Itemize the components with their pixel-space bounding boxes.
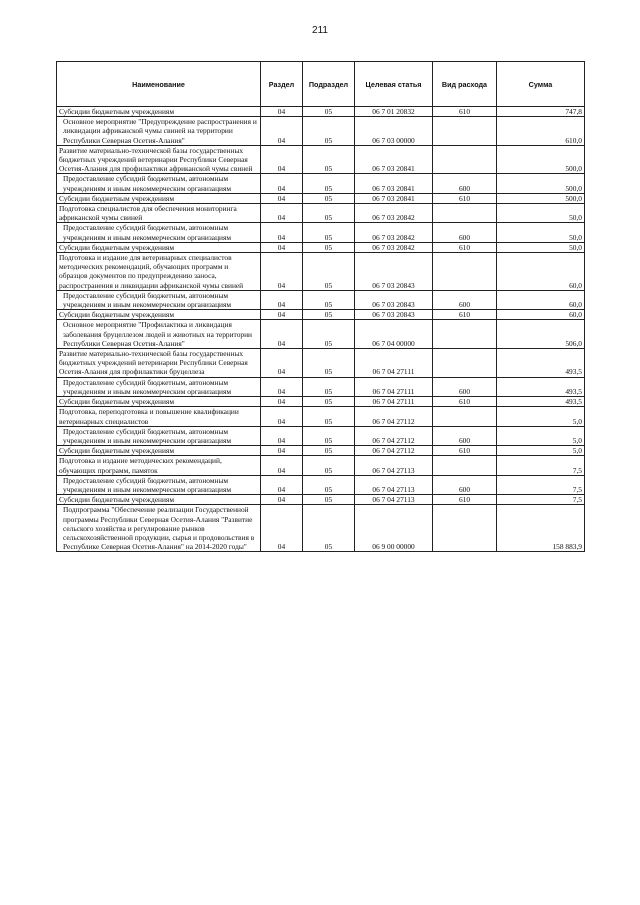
cell-name: Развитие материально-технической базы государственных бюджетных учреждений ветеринарии Республики Северная Осетия-Алания для профилактики африканской чумы свиней [57,145,261,174]
cell-section: 04 [261,174,303,193]
cell-expense-type: 610 [433,310,497,320]
cell-name: Предоставление субсидий бюджетным, автономным учреждениям и иным некоммерческим организациям [57,223,261,242]
cell-subsection: 05 [303,193,355,203]
table-row [57,426,585,445]
cell-amount: 158 883,9 [497,505,585,552]
table-row [57,495,585,505]
cell-subsection: 05 [303,107,355,117]
cell-name: Субсидии бюджетным учреждениям [57,495,261,505]
cell-subsection: 05 [303,397,355,407]
cell-subsection: 05 [303,320,355,349]
cell-expense-type: 600 [433,223,497,242]
cell-expense-type [433,117,497,146]
cell-name: Подготовка и издание методических рекомендаций, обучающих программ, памяток [57,456,261,475]
cell-amount: 500,0 [497,174,585,193]
cell-subsection: 05 [303,456,355,475]
cell-expense-type: 610 [433,107,497,117]
table-row [57,193,585,203]
cell-subsection: 05 [303,407,355,426]
cell-section: 04 [261,242,303,252]
header-amount: Сумма [497,62,585,107]
cell-name: Предоставление субсидий бюджетным, автономным учреждениям и иным некоммерческим организациям [57,426,261,445]
cell-section: 04 [261,310,303,320]
table-row [57,505,585,552]
cell-subsection: 05 [303,223,355,242]
cell-section: 04 [261,446,303,456]
cell-target-article: 06 7 04 00000 [355,320,433,349]
cell-amount: 7,5 [497,456,585,475]
cell-amount: 5,0 [497,426,585,445]
page-number: 211 [312,25,328,36]
cell-amount: 610,0 [497,117,585,146]
cell-subsection: 05 [303,145,355,174]
table-row [57,174,585,193]
cell-amount: 50,0 [497,242,585,252]
cell-target-article: 06 7 04 27112 [355,446,433,456]
cell-section: 04 [261,223,303,242]
cell-target-article: 06 7 04 27113 [355,475,433,494]
cell-target-article: 06 7 03 20842 [355,223,433,242]
cell-section: 04 [261,505,303,552]
cell-expense-type: 600 [433,290,497,309]
cell-target-article: 06 7 03 20842 [355,242,433,252]
cell-expense-type: 600 [433,475,497,494]
cell-target-article: 06 7 04 27112 [355,407,433,426]
cell-amount: 500,0 [497,145,585,174]
cell-target-article: 06 7 03 20843 [355,253,433,291]
cell-target-article: 06 7 03 20843 [355,290,433,309]
cell-target-article: 06 7 04 27113 [355,495,433,505]
table-row [57,320,585,349]
cell-target-article: 06 7 04 27111 [355,397,433,407]
cell-target-article: 06 7 04 27111 [355,349,433,378]
cell-section: 04 [261,290,303,309]
cell-name: Подготовка и издание для ветеринарных специалистов методических рекомендаций, обучающих программ и образцов документов по предупреждению заноса, распространения и ликвидации африканской чумы свиней [57,253,261,291]
cell-subsection: 05 [303,446,355,456]
cell-name: Субсидии бюджетным учреждениям [57,310,261,320]
table-row [57,377,585,396]
cell-amount: 50,0 [497,223,585,242]
cell-target-article: 06 7 03 00000 [355,117,433,146]
table-row [57,456,585,475]
cell-section: 04 [261,377,303,396]
table-row [57,407,585,426]
cell-amount: 60,0 [497,290,585,309]
table-row [57,253,585,291]
table-row [57,204,585,223]
cell-amount: 500,0 [497,193,585,203]
cell-name: Основное мероприятие "Профилактика и ликвидация заболевания бруцеллезом людей и животных на территории Республики Северная Осетия-Алания" [57,320,261,349]
cell-subsection: 05 [303,242,355,252]
cell-expense-type [433,145,497,174]
cell-name: Основное мероприятие "Предупреждение распространения и ликвидации африканской чумы свиней на территории Республики Северная Осетия-Алания" [57,117,261,146]
cell-expense-type [433,204,497,223]
cell-name: Подготовка, переподготовка и повышение квалификации ветеринарных специалистов [57,407,261,426]
cell-subsection: 05 [303,426,355,445]
budget-table [56,61,585,552]
table-row [57,290,585,309]
cell-expense-type [433,349,497,378]
header-expense-type: Вид расхода [433,62,497,107]
header-subsection: Подраздел [303,62,355,107]
cell-target-article: 06 7 03 20841 [355,145,433,174]
cell-target-article: 06 7 03 20841 [355,193,433,203]
cell-expense-type: 610 [433,397,497,407]
cell-expense-type: 600 [433,426,497,445]
cell-name: Подготовка специалистов для обеспечения мониторинга африканской чумы свиней [57,204,261,223]
cell-expense-type [433,505,497,552]
cell-section: 04 [261,495,303,505]
cell-target-article: 06 7 04 27112 [355,426,433,445]
cell-amount: 60,0 [497,310,585,320]
cell-name: Подпрограмма "Обеспечение реализации Государственной программы Республики Северная Осетия-Алания "Развитие сельского хозяйства и регулирование рынков сельскохозяйственной продукции, сырья и продовольствия в Республике Северная Осетия-Алания" на 2014-2020 годы" [57,505,261,552]
table-row [57,349,585,378]
table-body [57,107,585,552]
cell-section: 04 [261,253,303,291]
cell-amount: 506,0 [497,320,585,349]
cell-expense-type [433,253,497,291]
cell-section: 04 [261,397,303,407]
cell-name: Субсидии бюджетным учреждениям [57,446,261,456]
cell-amount: 50,0 [497,204,585,223]
cell-section: 04 [261,475,303,494]
cell-section: 04 [261,107,303,117]
table-row [57,397,585,407]
cell-section: 04 [261,117,303,146]
cell-section: 04 [261,349,303,378]
cell-amount: 60,0 [497,253,585,291]
cell-amount: 5,0 [497,446,585,456]
cell-subsection: 05 [303,310,355,320]
cell-target-article: 06 7 03 20841 [355,174,433,193]
cell-expense-type: 600 [433,377,497,396]
cell-target-article: 06 7 04 27113 [355,456,433,475]
cell-name: Предоставление субсидий бюджетным, автономным учреждениям и иным некоммерческим организациям [57,475,261,494]
cell-amount: 5,0 [497,407,585,426]
cell-amount: 7,5 [497,495,585,505]
cell-target-article: 06 7 04 27111 [355,377,433,396]
cell-name: Предоставление субсидий бюджетным, автономным учреждениям и иным некоммерческим организациям [57,290,261,309]
table-row [57,475,585,494]
cell-name: Предоставление субсидий бюджетным, автономным учреждениям и иным некоммерческим организациям [57,174,261,193]
cell-expense-type: 600 [433,174,497,193]
cell-target-article: 06 7 03 20843 [355,310,433,320]
cell-name: Субсидии бюджетным учреждениям [57,193,261,203]
cell-expense-type: 610 [433,193,497,203]
header-section: Раздел [261,62,303,107]
cell-name: Предоставление субсидий бюджетным, автономным учреждениям и иным некоммерческим организациям [57,377,261,396]
cell-subsection: 05 [303,349,355,378]
cell-amount: 747,8 [497,107,585,117]
cell-subsection: 05 [303,204,355,223]
cell-expense-type: 610 [433,242,497,252]
cell-subsection: 05 [303,475,355,494]
table-row [57,223,585,242]
header-name: Наименование [57,62,261,107]
cell-target-article: 06 7 01 20832 [355,107,433,117]
cell-name: Субсидии бюджетным учреждениям [57,242,261,252]
cell-section: 04 [261,426,303,445]
cell-expense-type [433,456,497,475]
table-row [57,117,585,146]
cell-expense-type [433,407,497,426]
cell-subsection: 05 [303,495,355,505]
cell-amount: 493,5 [497,397,585,407]
cell-target-article: 06 9 00 00000 [355,505,433,552]
cell-expense-type: 610 [433,495,497,505]
cell-subsection: 05 [303,290,355,309]
header-target-article: Целевая статья [355,62,433,107]
cell-target-article: 06 7 03 20842 [355,204,433,223]
cell-subsection: 05 [303,174,355,193]
table-row [57,310,585,320]
cell-name: Субсидии бюджетным учреждениям [57,107,261,117]
cell-expense-type: 610 [433,446,497,456]
table-row [57,242,585,252]
cell-subsection: 05 [303,377,355,396]
cell-expense-type [433,320,497,349]
cell-subsection: 05 [303,253,355,291]
table-row [57,145,585,174]
table-row [57,446,585,456]
cell-amount: 493,5 [497,377,585,396]
table-row [57,107,585,117]
cell-section: 04 [261,456,303,475]
cell-name: Субсидии бюджетным учреждениям [57,397,261,407]
cell-section: 04 [261,320,303,349]
cell-section: 04 [261,145,303,174]
table-header-row [57,62,585,107]
cell-subsection: 05 [303,117,355,146]
cell-amount: 7,5 [497,475,585,494]
cell-section: 04 [261,204,303,223]
cell-section: 04 [261,407,303,426]
cell-name: Развитие материально-технической базы государственных бюджетных учреждений ветеринарии Республики Северная Осетия-Алания для профилактики бруцеллеза [57,349,261,378]
cell-subsection: 05 [303,505,355,552]
cell-section: 04 [261,193,303,203]
cell-amount: 493,5 [497,349,585,378]
